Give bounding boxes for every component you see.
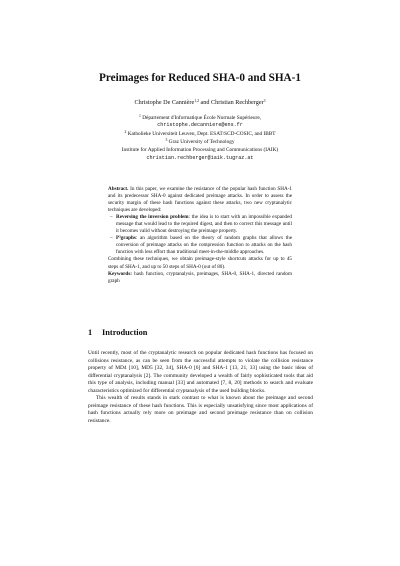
abstract-intro-text: In this paper, we examine the resistance of the popular hash function SHA-1 and its predecessor SHA-0 against dedicated preimage attacks. In order to assess the security margin of these hash functions against these attacks, two new cryptanalytic techniques are developed: [108,186,292,214]
author-superscript: 3 [263,99,266,103]
abstract-intro [108,186,292,214]
paper-title: Preimages for Reduced SHA-0 and SHA-1 [99,72,301,84]
affiliation-email [0,155,400,162]
affiliation-text: Katholieke Universiteit Leuven, Dept. ESAT/SCD-COSIC, and IBBT [127,131,276,137]
section-number: 1 [88,328,93,337]
author-conjunction: and [200,99,210,106]
affiliation-line [0,147,400,154]
affiliation-text: Institute for Applied Information Processing and Communications (IAIK) [121,147,279,153]
section-title: Introduction [102,328,148,337]
affiliation-text: Département d'Informatique École Normale Supérieure, [142,115,261,121]
affiliation-line [0,131,400,138]
list-item-text: : an algorithm based on the theory of random graphs that allows the conversion of preimage attacks on the compression function to attacks on the hash function with less effort than traditional meet-in-the-middle approaches. [116,235,292,256]
list-item-term: Reversing the inversion problem [116,214,189,221]
abstract-conclusion: Combining these techniques, we obtain preimage-style shortcuts attacks for up to 45 steps of SHA-1, and up to 50 steps of SHA-0 (out of 80). [108,256,292,270]
list-item-text: : the idea is to start with an impossible expanded message that would lead to the required digest, and then to correct this message until it becomes valid without destroying the preimage property. [116,214,292,235]
author-line [0,99,400,106]
abstract-list-item [108,214,292,235]
list-dash: – [110,214,113,221]
abstract-list-item [108,235,292,256]
list-dash: – [110,235,113,242]
affiliation-text: christian.rechberger@iaik.tugraz.at [146,155,254,161]
author-superscript: 1,2 [194,99,199,103]
affiliation-superscript: 3 [165,138,168,142]
abstract-label: Abstract. [108,186,129,192]
affiliation-line [0,139,400,146]
affiliation-superscript: 1 [139,114,141,118]
body-paragraph: Until recently, most of the cryptanalytic research on popular dedicated hash functions has focused on collisions resistance, as can be seen from the successful attempts to violate the collision resistance property of MD4 [10], MD5 [32, 34], SHA-0 [6] and SHA-1 [13, 21, 33] using the basic ideas of differential cryptanalysis [2]. The community developed a wealth of fairly sophisticated tools that aid this type of analysis, including manual [33] and automated [7, 8, 20] methods to search and evaluate characteristics optimized for differential cryptanalysis of the used building blocks. [88,350,313,394]
section-heading [88,328,147,337]
keywords-label: Keywords: [108,270,132,277]
keywords [108,271,292,285]
affiliation-email [0,122,400,129]
author-name: Christophe De Cannière [134,99,195,106]
keywords-text: hash function, cryptanalysis, preimages, SHA-0, SHA-1, directed random graph [108,270,292,284]
abstract [108,186,292,285]
body-paragraph: This wealth of results stands in stark contrast to what is known about the preimage and second preimage resistance of these hash functions. This is especially unsatisfying since most applications of hash functions actually rely more on preimage and second preimage resistance than on collision resistance. [88,395,313,424]
affiliation-text: christophe.decanniere@ens.fr [157,122,243,128]
list-item-term: P³graphs [116,235,136,242]
author-name: Christian Rechberger [211,99,264,106]
section-body [88,350,313,425]
affiliation-text: Graz University of Technology [168,139,235,145]
affiliation-superscript: 2 [124,130,127,134]
